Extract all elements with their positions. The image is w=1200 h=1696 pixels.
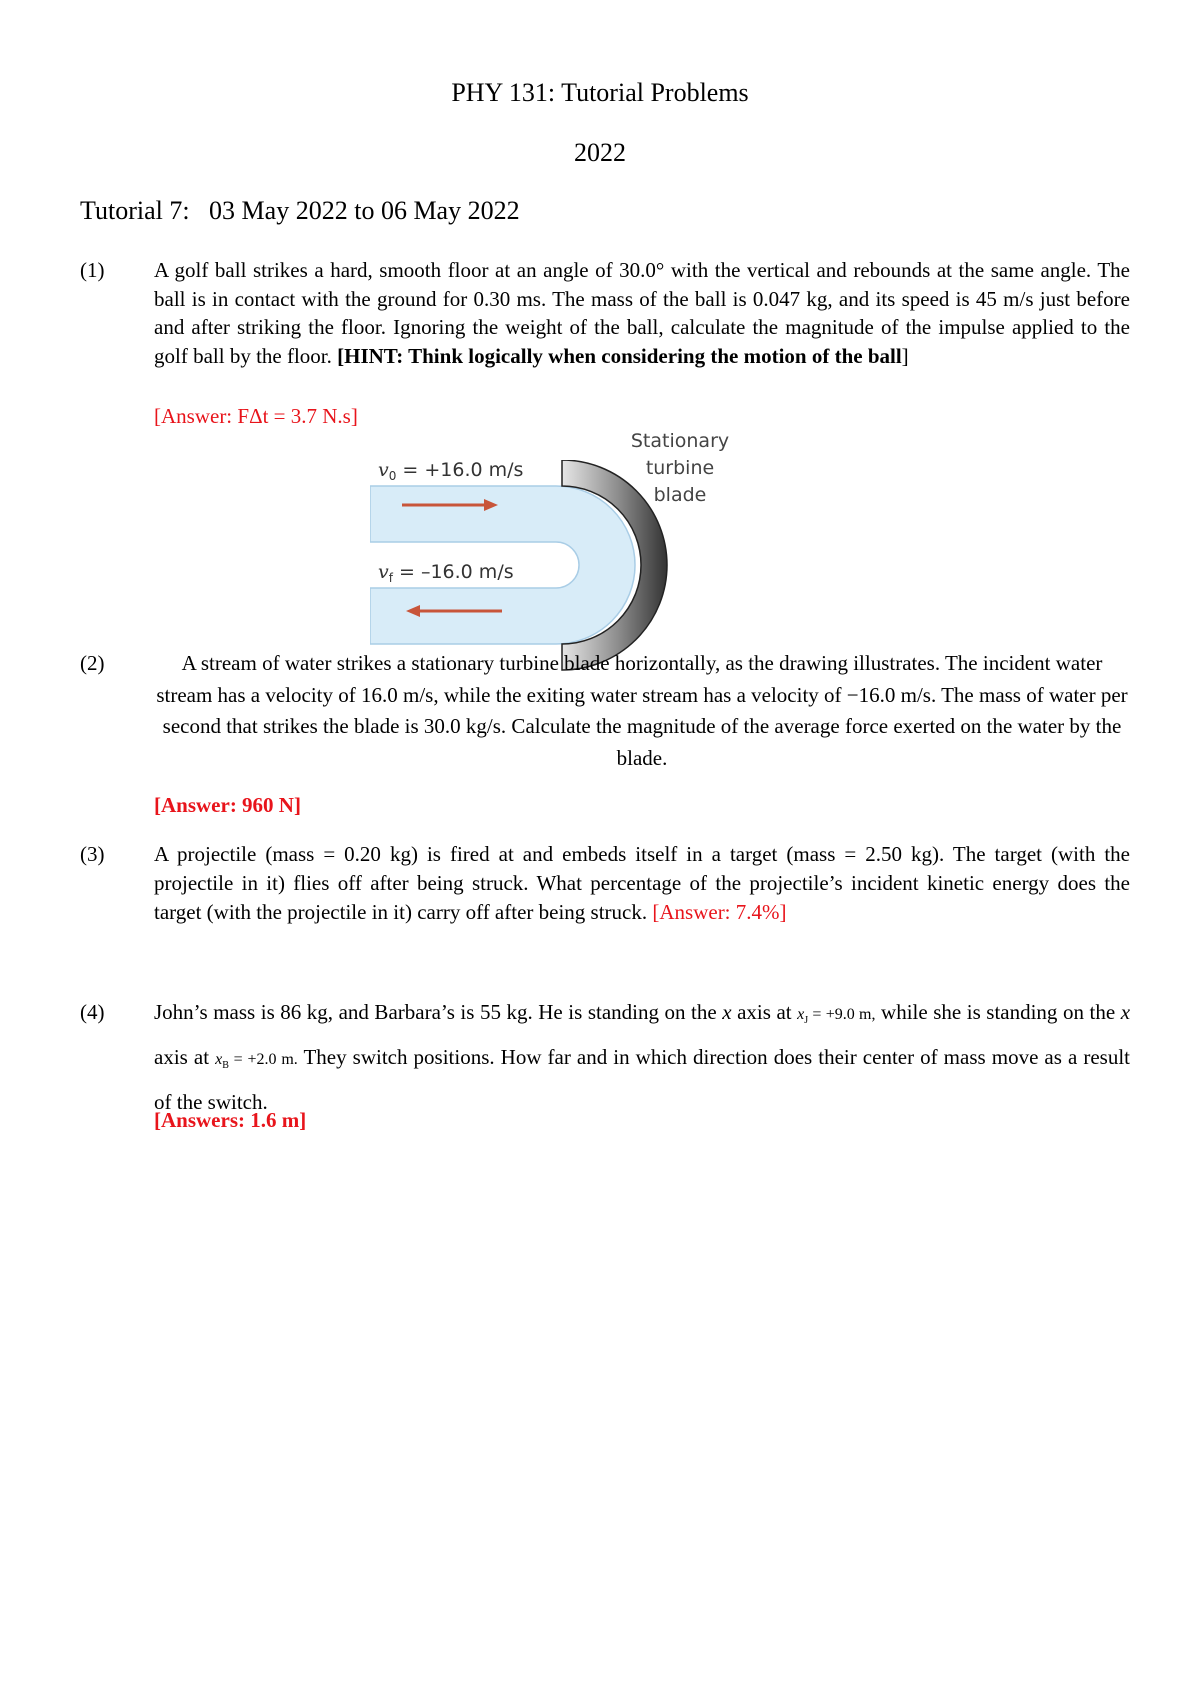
position-barbara: $x_B = +2.0$ m. (215, 1051, 298, 1072)
tutorial-heading: Tutorial 7: 03 May 2022 to 06 May 2022 (80, 196, 520, 225)
position-john: $x_J = +9.0$ m, (797, 1006, 876, 1027)
blade-label-stationary: Stationary (630, 430, 730, 452)
answer-4: [Answers: 1.6 m] (154, 1108, 307, 1132)
problem-text: A stream of water strikes a stationary turbine blade horizontally, as the drawing illustrates. The incident water stream has a velocity of 16.0 m/s, while the exiting water stream has a velocity of −16.0 m/s. The mass of water per second that strikes the blade is 30.0 kg/s. Calculate the magnitude of the average force exerted on the water by the blade. (156, 651, 1128, 770)
problem-number: (4) (80, 1000, 105, 1024)
problem-3 (80, 840, 1130, 927)
problem-number: (3) (80, 842, 105, 866)
problem-1 (80, 256, 1130, 370)
blade-label-turbine: turbine (645, 457, 715, 479)
document-title: PHY 131: Tutorial Problems (451, 78, 749, 107)
blade-label-blade: blade (653, 484, 707, 506)
problem-text: John’s mass is 86 kg, and Barbara’s is 55 kg. He is standing on the x axis at $x_J = +9.0$ m, while she is standing on the x axis at $x_B = +2.0$ m. They switch positions. How far and in which direction does their center of mass move as a result of the switch. (154, 1000, 1131, 1115)
blade-label (620, 428, 740, 509)
answer-2: [Answer: 960 N] (154, 793, 301, 817)
problem-4 (80, 994, 1130, 1120)
exit-velocity-label: $v_f = -16.0$ m/s (378, 561, 514, 585)
problem-number: (2) (80, 651, 105, 675)
hint-text: [HINT: Think logically when considering the motion of the ball (337, 343, 902, 368)
answer-3: [Answer: 7.4%] (652, 900, 787, 924)
problem-2 (80, 648, 1130, 774)
incident-velocity-label: $v_0 = +16.0$ m/s (378, 460, 524, 483)
answer-1: [Answer: FΔt = 3.7 N.s] (154, 404, 358, 428)
problem-text: A golf ball strikes a hard, smooth floor at an angle of 30.0° with the vertical and rebounds at the same angle. The ball is in contact with the ground for 0.30 ms. The mass of the ball is 0.047 kg, and its speed is 45 m/s just before and after striking the floor. Ignoring the weight of the ball, calculate the magnitude of the impulse applied to the golf ball by the floor. [HINT: Think logically when considering the motion of the ball] (154, 258, 1130, 368)
document-year: 2022 (574, 138, 626, 167)
problem-text: A projectile (mass = 0.20 kg) is fired at and embeds itself in a target (mass = 2.50 kg). The target (with the projectile in it) flies off after being struck. What percentage of the projectile’s incident kinetic energy does the target (with the projectile in it) carry off after being struck. [Answer: 7.4%] (154, 842, 1130, 924)
problem-number: (1) (80, 258, 105, 282)
